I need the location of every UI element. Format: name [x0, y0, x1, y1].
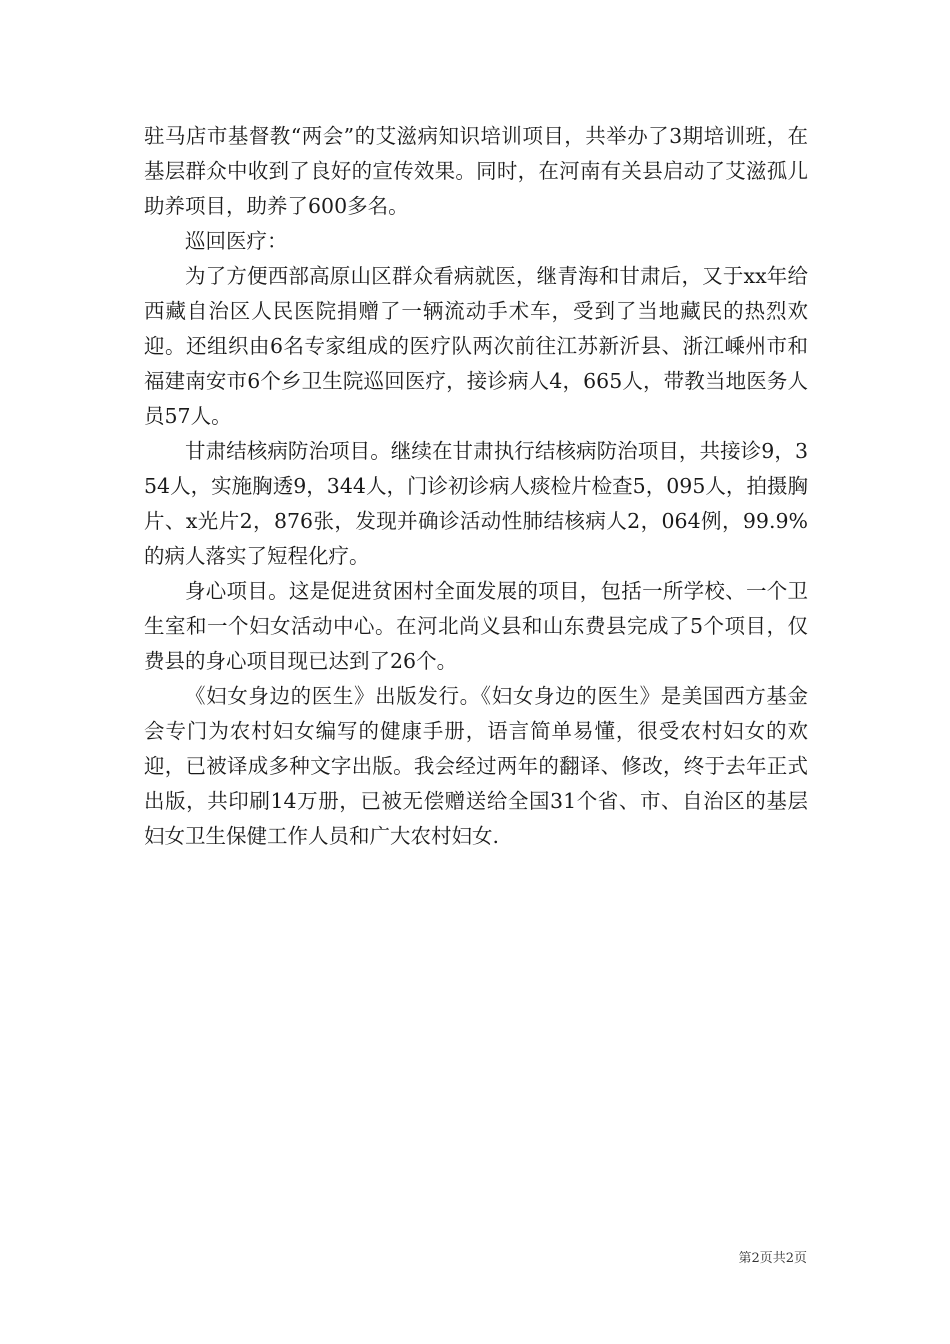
paragraph-6: 《妇女身边的医生》出版发行。《妇女身边的医生》是美国西方基金会专门为农村妇女编写的健康手册，语言简单易懂，很受农村妇女的欢迎，已被译成多种文字出版。我会经过两年的翻译、修改，终于去年正式出版，共印刷14万册，已被无偿赠送给全国31个省、市、自治区的基层妇女卫生保健工作人员和广大农村妇女.: [144, 684, 808, 848]
paragraph-5: 身心项目。这是促进贫困村全面发展的项目，包括一所学校、一个卫生室和一个妇女活动中心。在河北尚义县和山东费县完成了5个项目，仅费县的身心项目现已达到了26个。: [144, 579, 808, 673]
paragraph-4: 甘肃结核病防治项目。继续在甘肃执行结核病防治项目，共接诊9，354人，实施胸透9，344人，门诊初诊病人痰检片检查5，095人，拍摄胸片、x光片2，876张，发现并确诊活动性肺结核病人2，064例，99.9%的病人落实了短程化疗。: [144, 439, 808, 568]
paragraph-1: 驻马店市基督教“两会”的艾滋病知识培训项目，共举办了3期培训班，在基层群众中收到了良好的宣传效果。同时，在河南有关县启动了艾滋孤儿助养项目，助养了600多名。: [144, 124, 808, 218]
document-body: [144, 119, 808, 854]
paragraph-2-heading: 巡回医疗：: [185, 229, 288, 253]
page-number-footer: 第2页共2页: [738, 1251, 807, 1266]
paragraph-3: 为了方便西部高原山区群众看病就医，继青海和甘肃后，又于xx年给西藏自治区人民医院捐赠了一辆流动手术车，受到了当地藏民的热烈欢迎。还组织由6名专家组成的医疗队两次前往江苏新沂县、浙江嵊州市和福建南安市6个乡卫生院巡回医疗，接诊病人4，665人，带教当地医务人员57人。: [144, 264, 808, 428]
